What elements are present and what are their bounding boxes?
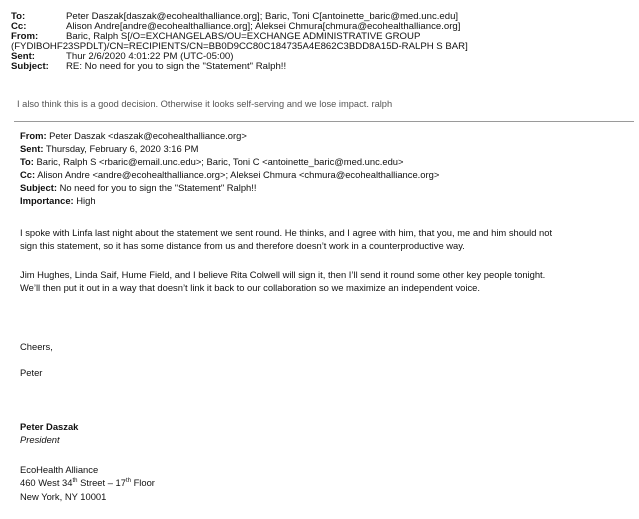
signature-city: New York, NY 10001 xyxy=(20,490,107,502)
header-subject-value: RE: No need for you to sign the "Statement" Ralph!! xyxy=(66,60,287,72)
signature-street xyxy=(20,476,320,489)
signature-org: EcoHealth Alliance xyxy=(20,464,99,475)
orig-from-value: Peter Daszak <daszak@ecohealthalliance.org> xyxy=(49,130,247,141)
addr-sup-2: th xyxy=(125,478,131,485)
orig-to-label: To: xyxy=(20,156,34,168)
body-paragraph-2 xyxy=(20,268,632,295)
orig-subject-row xyxy=(20,181,632,194)
header-sent-label: Sent: xyxy=(11,50,35,62)
body-p2-line2: We’ll then put it out in a way that doesn’t link it back to our collaboration so we maximize an independent voice. xyxy=(20,282,480,294)
orig-to-row xyxy=(20,155,632,168)
sign-off: Cheers, xyxy=(20,341,53,352)
addr-street: Street – 17 xyxy=(77,477,126,489)
header-from-value: Baric, Ralph S[/O=EXCHANGELABS/OU=EXCHANGE ADMINISTRATIVE GROUP xyxy=(66,30,421,42)
reply-text: I also think this is a good decision. Otherwise it looks self-serving and we lose impact. ralph xyxy=(17,99,393,109)
orig-sent-label: Sent: xyxy=(20,143,44,155)
header-subject-label: Subject: xyxy=(11,60,49,72)
orig-cc-label: Cc: xyxy=(20,169,36,181)
addr-sup-1: th xyxy=(72,478,78,485)
body-paragraph-1 xyxy=(20,226,632,253)
quote-divider xyxy=(14,121,634,122)
body-p1-line2: sign this statement, so it has some distance from us and therefore doesn’t work in a counterproductive way. xyxy=(20,240,465,252)
addr-number: 460 West 34 xyxy=(20,477,73,489)
orig-from-row xyxy=(20,129,632,142)
header-from-label: From: xyxy=(11,30,39,42)
orig-subject-label: Subject: xyxy=(20,182,57,194)
original-message-header xyxy=(20,129,632,208)
body-p2-line1: Jim Hughes, Linda Saif, Hume Field, and I believe Rita Colwell will sign it, then I’ll send it round some other key people tonight. xyxy=(20,269,546,280)
addr-floor: Floor xyxy=(130,477,155,489)
orig-importance-value: High xyxy=(76,195,96,207)
orig-importance-label: Importance: xyxy=(20,195,74,207)
signature-address xyxy=(20,463,320,503)
signature-title: President xyxy=(20,434,60,446)
body-p1-line1: I spoke with Linfa last night about the statement we sent round. He thinks, and I agree with him, that you, me and him should not xyxy=(20,227,553,238)
sign-off-name: Peter xyxy=(20,367,43,378)
orig-importance-row xyxy=(20,194,632,207)
orig-sent-row xyxy=(20,142,632,155)
orig-to-value: Baric, Ralph S <rbaric@email.unc.edu>; Baric, Toni C <antoinette_baric@med.unc.edu> xyxy=(36,156,404,168)
signature-block xyxy=(20,420,320,447)
signature-name: Peter Daszak xyxy=(20,421,79,432)
header-sent-value: Thur 2/6/2020 4:01:22 PM (UTC-05:00) xyxy=(66,50,234,62)
header-cc-value: Alison Andre[andre@ecohealthalliance.org]; Aleksei Chmura[chmura@ecohealthalliance.org] xyxy=(66,20,461,32)
header-from-value-continued: (FYDIBOHF23SPDLT)/CN=RECIPIENTS/CN=BB0D9CC80C184735A4E862C3BDD8A15D-RALPH S BAR] xyxy=(11,40,468,52)
orig-sent-value: Thursday, February 6, 2020 3:16 PM xyxy=(45,143,199,155)
email-header xyxy=(11,12,633,71)
orig-subject-value: No need for you to sign the "Statement" Ralph!! xyxy=(59,182,257,194)
header-to-label: To: xyxy=(11,11,26,22)
header-subject-row xyxy=(11,62,633,72)
orig-cc-row xyxy=(20,168,632,181)
header-to-value: Peter Daszak[daszak@ecohealthalliance.org]; Baric, Toni C[antoinette_baric@med.unc.edu] xyxy=(66,11,459,22)
orig-from-label: From: xyxy=(20,130,47,141)
orig-cc-value: Alison Andre <andre@ecohealthalliance.org>; Aleksei Chmura <chmura@ecohealthalliance.org> xyxy=(37,169,440,181)
header-cc-label: Cc: xyxy=(11,20,27,32)
